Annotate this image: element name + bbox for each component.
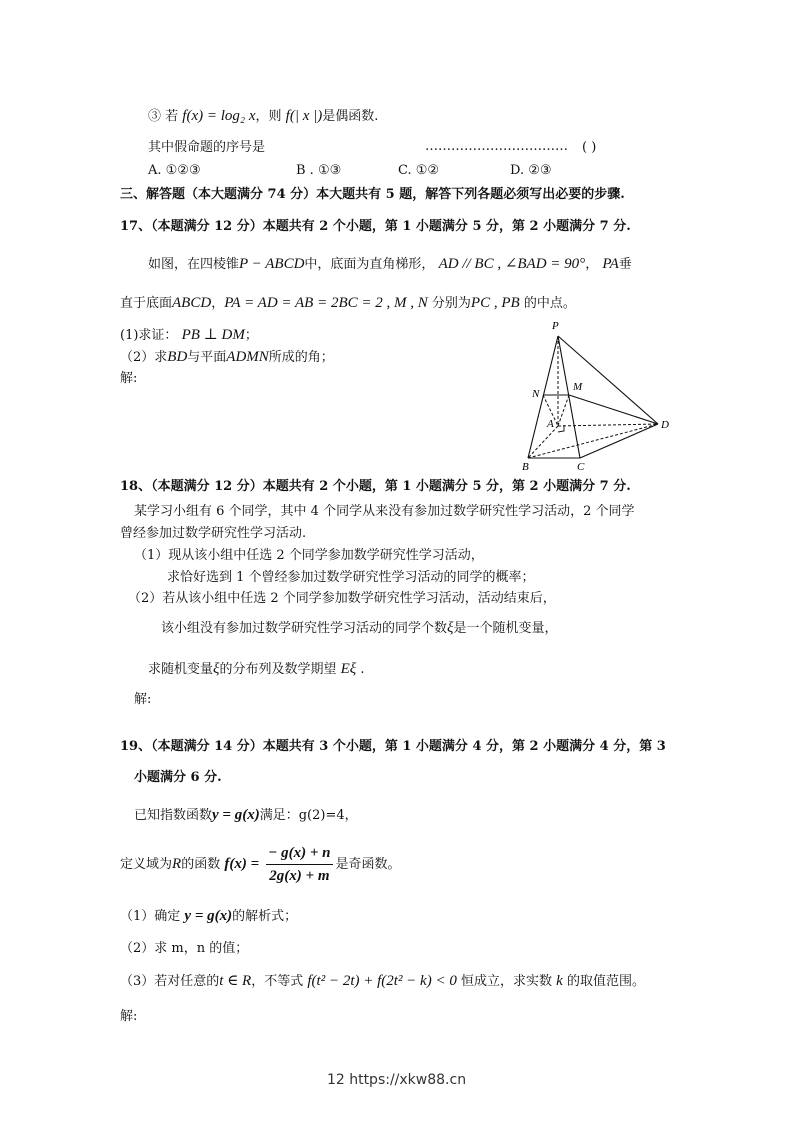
- formula: BD: [167, 349, 188, 365]
- label-d: D: [661, 419, 669, 431]
- text: 的解析式；: [232, 909, 298, 924]
- text: 的分布列及数学期望: [219, 662, 337, 677]
- text: （3）若对任意的: [120, 974, 220, 989]
- q16-option-c: C. ①②: [398, 163, 440, 178]
- denominator: 2g(x) + m: [269, 868, 330, 884]
- formula: f(x) = log₂ x: [182, 108, 256, 124]
- q16-answer-paren: ( ): [582, 140, 597, 155]
- q18-sub2-line2: [161, 619, 557, 638]
- formula: ξ: [213, 661, 220, 677]
- text: ，则: [255, 109, 282, 124]
- text: 直于底面: [120, 296, 173, 311]
- pyramid-figure: [515, 315, 675, 475]
- q19-header-line2: 小题满分 6 分.: [134, 770, 222, 785]
- numerator: − g(x) + n: [266, 843, 332, 865]
- formula: P − ABCD: [239, 256, 305, 272]
- q17-answer-label: 解:: [120, 371, 138, 386]
- q16-option-d: D. ②③: [510, 163, 552, 178]
- q18-answer-label: 解:: [134, 692, 152, 707]
- formula: R: [172, 856, 182, 872]
- q17-line1: [148, 255, 632, 274]
- q16-prompt: 其中假命题的序号是: [148, 140, 266, 155]
- q17-line2: [120, 294, 576, 313]
- text: 中，底面为直角梯形，: [304, 257, 435, 272]
- q19-answer-label: 解:: [120, 1009, 138, 1024]
- text: 垂: [618, 257, 632, 272]
- q19-sub3: [120, 972, 645, 991]
- q19-header-line1: 19、（本题满分 14 分）本题共有 3 个小题，第 1 小题满分 4 分，第 2 小题满分 4 分，第 3: [120, 739, 666, 754]
- q18-intro-line2: 曾经参加过数学研究性学习活动.: [120, 526, 307, 541]
- q19-definition: [120, 840, 401, 888]
- text: （1）确定: [120, 909, 181, 924]
- q17-header: 17、（本题满分 12 分）本题共有 2 个小题，第 1 小题满分 5 分，第 2 小题满分 7 分.: [120, 219, 631, 234]
- fraction: [266, 843, 332, 886]
- q16-item3: [148, 107, 378, 126]
- text: 是偶函数.: [322, 109, 379, 124]
- formula: PC , PB: [470, 295, 520, 311]
- section-heading: 三、解答题（本大题满分 74 分）本大题共有 5 题，解答下列各题必须写出必要的步骤.: [120, 187, 625, 202]
- text: 的函数: [181, 857, 221, 872]
- q18-sub2-line3: [148, 660, 364, 679]
- text: （2）求: [120, 350, 168, 365]
- text: 恒成立，求实数: [460, 974, 552, 989]
- formula: t ∈ R: [219, 973, 252, 989]
- formula: f(t² − 2t) + f(2t² − k) < 0: [307, 973, 457, 989]
- text: 是一个随机变量，: [453, 621, 558, 636]
- text: .: [360, 662, 365, 677]
- q16-option-a: A. ①②③: [148, 163, 201, 178]
- formula: AD // BC , ∠BAD = 90°: [438, 256, 586, 272]
- text: 的取值范围。: [566, 974, 645, 989]
- edge-md: [569, 395, 658, 424]
- q19-sub1: [120, 907, 297, 926]
- formula: ADMN: [226, 349, 269, 365]
- q17-sub2: [120, 348, 334, 367]
- text: 所成的角；: [268, 350, 334, 365]
- text: 的中点。: [523, 296, 576, 311]
- text: 分别为: [431, 296, 471, 311]
- text: ；: [244, 328, 258, 343]
- q18-sub1-line1: （1）现从该小组中任选 2 个同学参加数学研究性学习活动，: [134, 548, 484, 563]
- q17-sub1: [120, 326, 258, 345]
- formula: y = g(x): [212, 807, 260, 823]
- q19-sub2: （2）求 m，n 的值；: [120, 941, 249, 956]
- text: 求随机变量: [148, 662, 214, 677]
- label-n: N: [532, 388, 540, 400]
- formula: PB ⊥ DM: [181, 327, 245, 343]
- edge-ad: [558, 424, 658, 426]
- q19-given: [134, 806, 358, 825]
- formula: ABCD: [172, 295, 212, 311]
- label-m: M: [573, 381, 583, 393]
- text: ，: [211, 296, 225, 311]
- text: 满足：g(2)=4，: [259, 808, 358, 823]
- formula: y = g(x): [184, 908, 233, 924]
- q16-option-b: B . ①③: [296, 163, 342, 178]
- q16-dots: ……………………………: [425, 139, 568, 154]
- formula: k: [556, 973, 563, 989]
- formula: Eξ: [340, 661, 357, 677]
- label-b: B: [522, 461, 529, 473]
- label-p: P: [552, 320, 559, 332]
- q18-sub1-line2: 求恰好选到 1 个曾经参加过数学研究性学习活动的同学的概率；: [167, 570, 535, 585]
- text: ③ 若: [148, 109, 179, 124]
- formula: ξ: [447, 620, 454, 636]
- edge-pd: [558, 336, 658, 424]
- label-c: C: [577, 461, 585, 473]
- text: 是奇函数。: [335, 857, 401, 872]
- formula: PA = AD = AB = 2BC = 2 , M , N: [224, 295, 428, 311]
- label-a: A: [547, 418, 554, 430]
- text: (1)求证：: [120, 328, 178, 343]
- text: 定义域为: [120, 857, 173, 872]
- text: ，: [585, 257, 599, 272]
- page-footer: 12 https://xkw88.cn: [326, 1072, 467, 1088]
- text: 与平面: [187, 350, 227, 365]
- edge-am: [558, 395, 569, 426]
- text: ，不等式: [251, 974, 304, 989]
- formula: PA: [602, 256, 619, 272]
- q18-header: 18、（本题满分 12 分）本题共有 2 个小题，第 1 小题满分 5 分，第 2 小题满分 7 分.: [120, 479, 631, 494]
- formula: f(x) =: [224, 856, 260, 872]
- formula: f(| x |): [285, 108, 323, 124]
- text: 如图，在四棱锥: [148, 257, 240, 272]
- q18-sub2-line1: （2）若从该小组中任选 2 个同学参加数学研究性学习活动，活动结束后，: [128, 591, 556, 606]
- q18-intro-line1: 某学习小组有 6 个同学，其中 4 个同学从来没有参加过数学研究性学习活动，2 个同学: [134, 504, 635, 519]
- text: 已知指数函数: [134, 808, 213, 823]
- text: 该小组没有参加过数学研究性学习活动的同学个数: [161, 621, 448, 636]
